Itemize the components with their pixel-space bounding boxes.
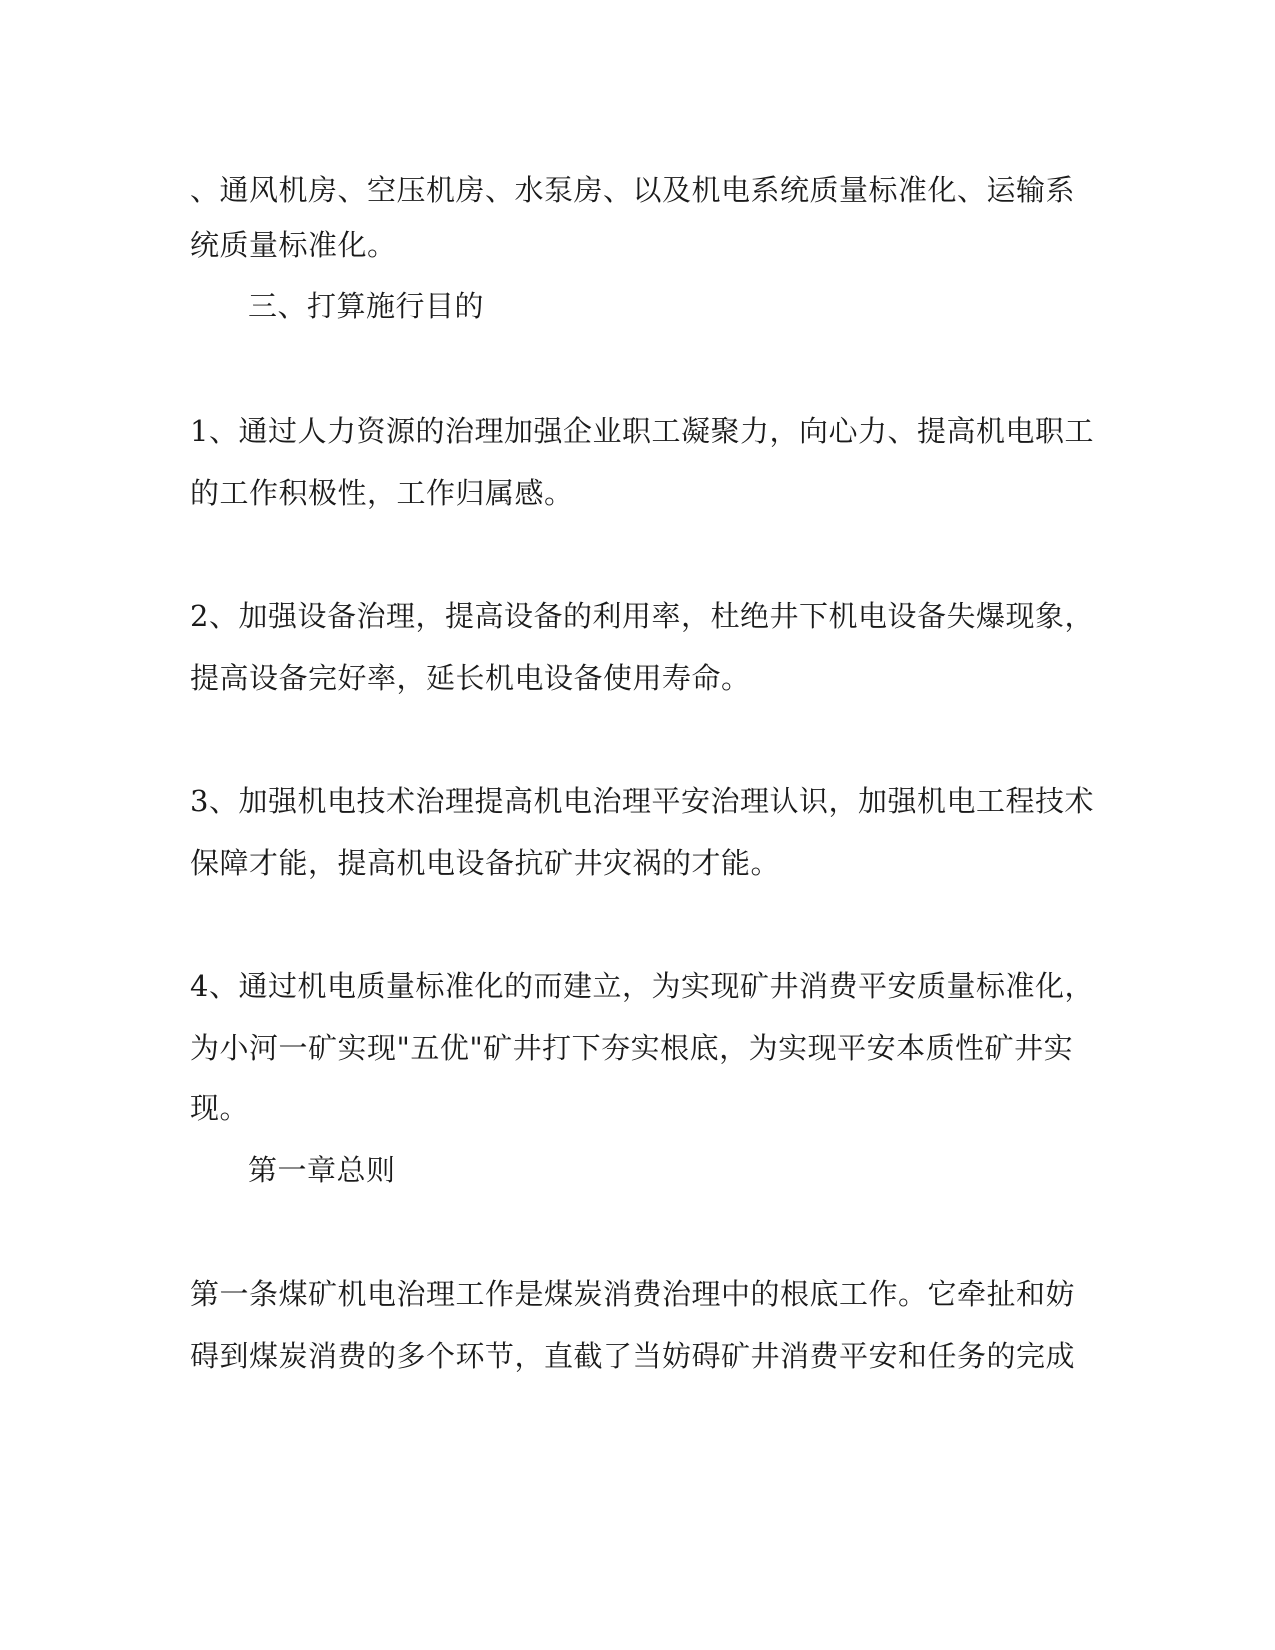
section-heading: 三、打算施行目的 [248, 289, 485, 323]
paragraph-line: 、通风机房、空压机房、水泵房、以及机电系统质量标准化、运输系 [190, 173, 1076, 207]
paragraph-line: 第一条煤矿机电治理工作是煤炭消费治理中的根底工作。它牵扯和妨 [190, 1277, 1076, 1311]
paragraph-line: 的工作积极性，工作归属感。 [190, 476, 574, 510]
paragraph-line: 现。 [190, 1091, 250, 1125]
paragraph-line: 2、加强设备治理，提高设备的利用率，杜绝井下机电设备失爆现象， [190, 599, 1094, 633]
paragraph-line: 4、通过机电质量标准化的而建立，为实现矿井消费平安质量标准化， [190, 969, 1094, 1003]
chapter-heading: 第一章总则 [248, 1153, 396, 1187]
paragraph-line: 保障才能，提高机电设备抗矿井灾祸的才能。 [190, 846, 781, 880]
paragraph-line: 3、加强机电技术治理提高机电治理平安治理认识，加强机电工程技术 [190, 784, 1094, 818]
paragraph-line: 为小河一矿实现"五优"矿井打下夯实根底，为实现平安本质性矿井实 [190, 1031, 1074, 1065]
paragraph-line: 碍到煤炭消费的多个环节，直截了当妨碍矿井消费平安和任务的完成 [190, 1339, 1076, 1373]
paragraph-line: 提高设备完好率，延长机电设备使用寿命。 [190, 661, 751, 695]
paragraph-line: 1、通过人力资源的治理加强企业职工凝聚力，向心力、提高机电职工 [190, 414, 1094, 448]
paragraph-line: 统质量标准化。 [190, 228, 397, 262]
